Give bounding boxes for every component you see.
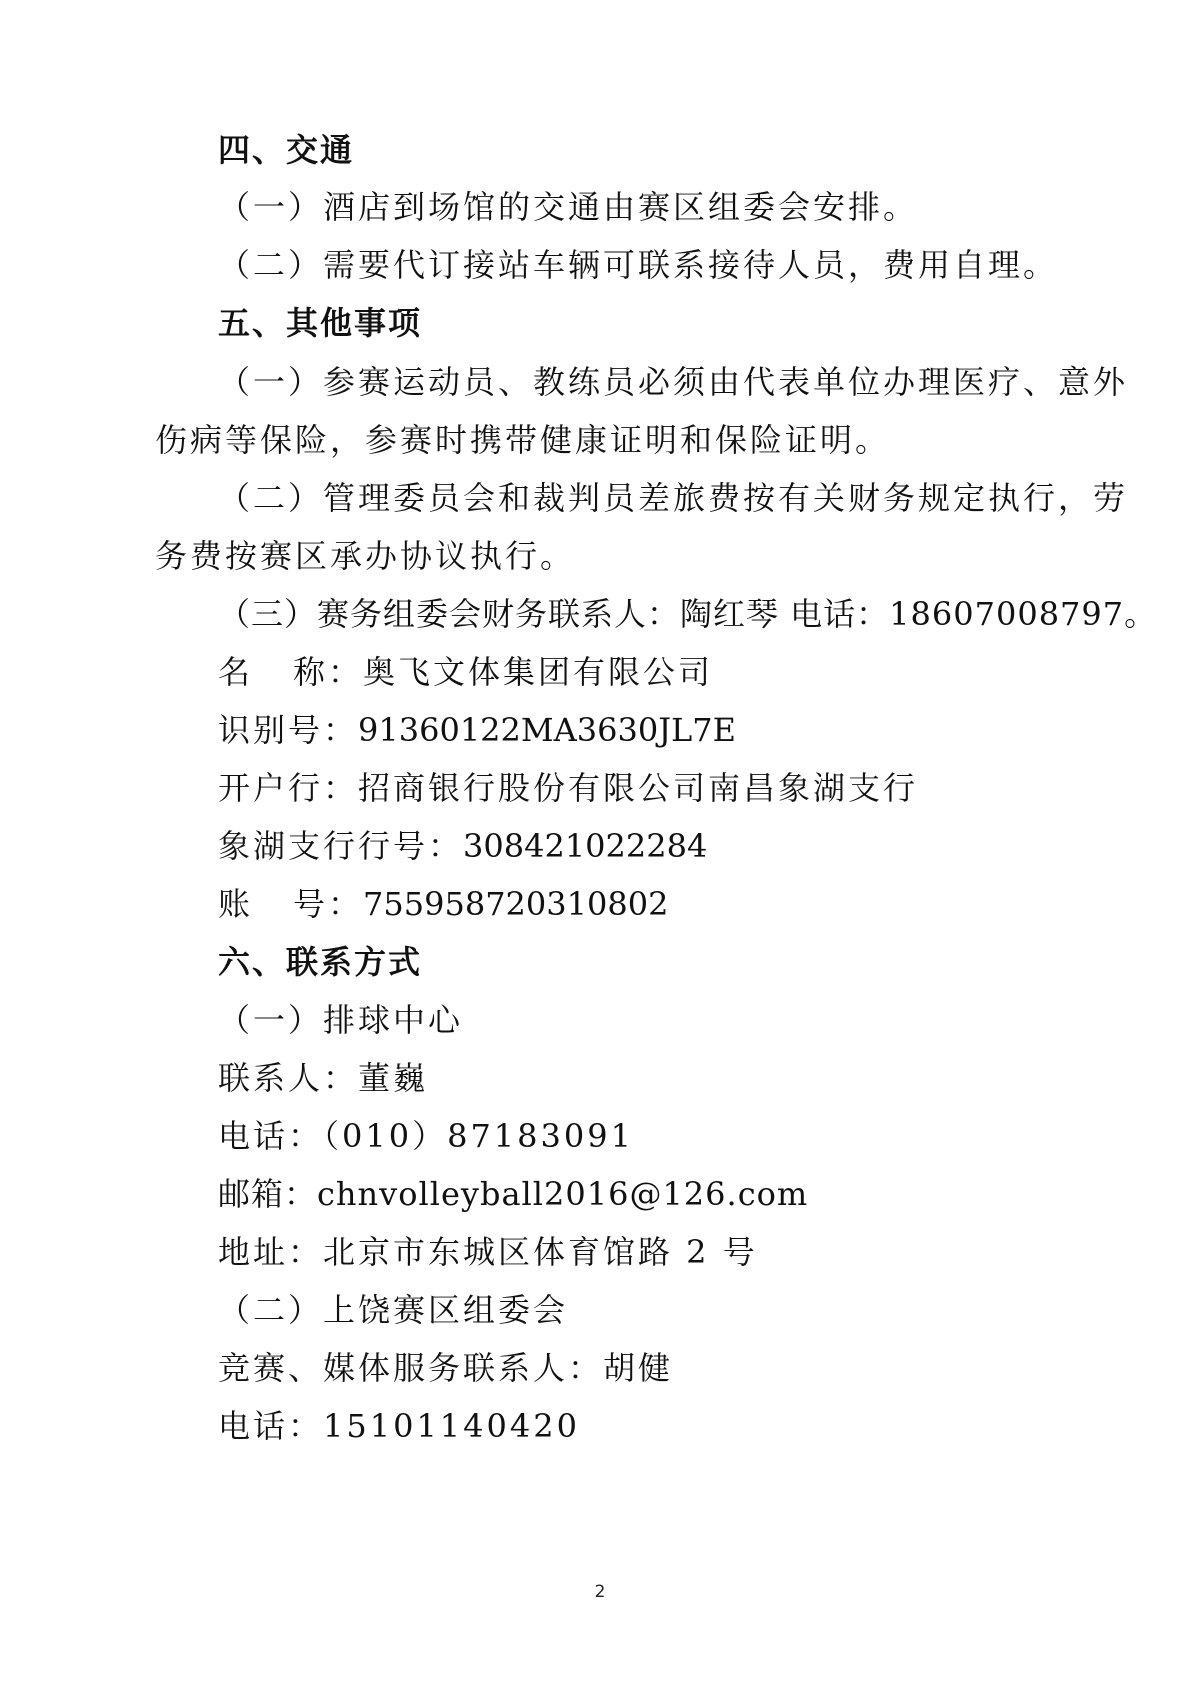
shangrao-committee-person: 竞赛、媒体服务联系人：胡健 — [218, 1349, 674, 1387]
bank-name-label-2: 称： — [293, 653, 364, 691]
account-label-1: 账 — [218, 885, 254, 923]
other-item-2-line-1: （二）管理委员会和裁判员差旅费按有关财务规定执行，劳 — [218, 479, 1129, 517]
volleyball-center-email: 邮箱：chnvolleyball2016@126.com — [218, 1175, 809, 1213]
other-item-1-line-1: （一）参赛运动员、教练员必须由代表单位办理医疗、意外 — [218, 363, 1129, 401]
tax-id-value: 91360122MA3630JL7E — [358, 711, 736, 749]
volleyball-center-address: 地址：北京市东城区体育馆路 2 号 — [218, 1233, 758, 1271]
bank-value: 招商银行股份有限公司南昌象湖支行 — [358, 769, 919, 807]
section-heading-other: 五、其他事项 — [218, 304, 423, 342]
transport-item-1: （一）酒店到场馆的交通由赛区组委会安排。 — [218, 188, 919, 226]
section-heading-transport: 四、交通 — [218, 131, 355, 169]
other-item-2-line-2: 务费按赛区承办协议执行。 — [155, 537, 576, 575]
other-item-3-finance-contact: （三）赛务组委会财务联系人：陶红琴 电话：18607008797。 — [218, 595, 1158, 633]
other-item-1-line-2: 伤病等保险，参赛时携带健康证明和保险证明。 — [155, 421, 891, 459]
transport-item-2: （二）需要代订接站车辆可联系接待人员，费用自理。 — [218, 246, 1059, 284]
tax-id-row — [218, 710, 736, 750]
branch-code-row — [218, 826, 707, 866]
tax-id-label: 识别号： — [218, 711, 359, 749]
bank-name-label-1: 名 — [218, 653, 254, 691]
bank-label: 开户行： — [218, 769, 359, 807]
account-value: 755958720310802 — [363, 885, 669, 923]
branch-code-label: 象湖支行行号： — [218, 827, 464, 865]
volleyball-center-phone: 电话：（010）87183091 — [218, 1117, 634, 1155]
bank-row — [218, 768, 918, 808]
section-heading-contact: 六、联系方式 — [218, 943, 423, 981]
volleyball-center-title: （一）排球中心 — [218, 1001, 464, 1039]
volleyball-center-person: 联系人：董巍 — [218, 1059, 429, 1097]
page-number: 2 — [594, 1582, 606, 1602]
shangrao-committee-phone: 电话：15101140420 — [218, 1407, 580, 1445]
bank-name-row — [218, 652, 713, 692]
account-label-2: 号： — [293, 885, 364, 923]
shangrao-committee-title: （二）上饶赛区组委会 — [218, 1291, 569, 1329]
branch-code-value: 308421022284 — [463, 827, 708, 865]
bank-name-value: 奥飞文体集团有限公司 — [363, 653, 714, 691]
account-row — [218, 884, 668, 924]
